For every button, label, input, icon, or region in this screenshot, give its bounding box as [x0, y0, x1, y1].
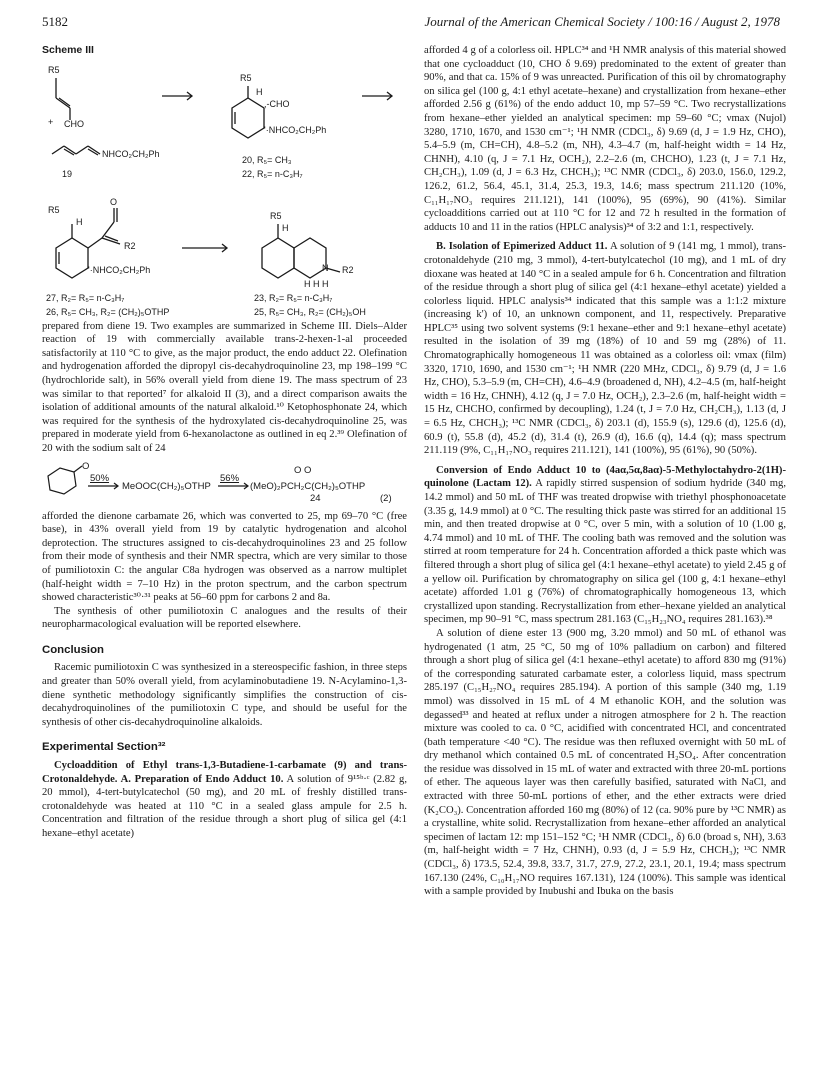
experimental-text-b: A solution of 9 (141 mg, 1 mmol), trans-crotonaldehyde (210 mg, 3 mmol), 4-tert-butylcatechol (10 mg), and 1 mL of dry dioxane was heated at 140 °C in a sealed ampule for 6 h. Concentration and filtration of the residue through a short plug of silica gel (4:1 hexane–ethyl acetate) yielded a colorless liquid. HPLC analysis³⁴ indicated that this sample was a 1:1:2 mixture (increasing k') of 10, an unknown component, and 11, respectively. Preparative HPLC³⁵ using two solvent systems (9:1 hexane–ether and 9:1 hexane–ethyl acetate) resulted in the isolation of 39 mg (18%) of 10 and 59 mg (28%) of 11. Chromatographically homogeneous 11 was obtained as a colorless oil: νmax (film) 3320, 1710, 1690, and 1530 cm⁻¹; ¹H NMR (220 MHz, CDCl₃, δ) 9.79 (d, J = 1.6 Hz, CHO), 5.3–5.9 (m, CH=CH), 4.6–4.9 (broadened d, NH), 4.2–4.5 (m, half-height width = 16 Hz, CHNH), 4.12 (q, J = 7.0 Hz, OCH₂), 2.3–2.6 (m, half-height width = 15 Hz, CHCHO, confirmed by decoupling), 1.24 (t, J = 7.0 Hz, CH₂CH₃), 1.13 (d, J = 6.5 Hz, CHCH₃); ¹³C NMR (CDCl₃, δ) 203.1 (d), 155.9 (s), 129.6 (d), 125.6 (d), 60.9 (t), 55.8 (d), 45.2 (d), 31.4 (t), 26.9 (d), 16.6 (q), 14.4 (q); mass spectrum 211.119 (9%, C₁₁H₁₇NO₃ requires 211.121), 141 (100%), 95 (61%), 90 (50%).	[424, 241, 786, 457]
experimental-paragraph-a	[42, 759, 407, 841]
h-label-b: H	[256, 86, 263, 97]
r5-label-d: R5	[270, 210, 282, 221]
compound-label-20: 20, R₅= CH₃	[242, 154, 292, 165]
body-paragraph-2: afforded the dienone carbamate 26, which was converted to 25, mp 69–70 °C (free base), in 43% overall yield from 19 by catalytic hydrogenation and alcohol deprotection. The structures assigned to cis-decahydroquinolines 23 and 25 follow from their mode of synthesis and their NMR spectra, which are very similar to those of pumiliotoxin C: the angular C8a hydrogen was observed as a narrow multiplet (half-height width = 7–10 Hz) in the proton spectrum, and the carbon spectrum showed characteristic³⁰·³¹ peaks at 56–60 ppm for carbons 2 and 8a.	[42, 510, 407, 604]
cho-label-a: CHO	[64, 118, 84, 129]
eq-intermediate: MeOOC(CH₂)₅OTHP	[122, 480, 211, 492]
carbamate-label-b: '·NHCO₂CH₂Ph	[264, 124, 327, 135]
scheme-iii-figure	[42, 58, 407, 320]
eq-carbonyl-oxygens: O O	[294, 464, 312, 476]
runin-heading-a: Cycloaddition of Ethyl trans-1,3-Butadiene-1-carbamate (9) and trans-Crotonaldehyde. A. Preparation of Endo Adduct 10.	[42, 760, 407, 785]
experimental-paragraph-c	[424, 464, 786, 627]
compound-label-23: 23, R₂= R₅= n-C₃H₇	[254, 292, 333, 303]
experimental-text-c: A rapidly stirred suspension of sodium hydride (340 mg, 14.2 mmol) and 50 mL of THF was treated dropwise with triethyl phosphonoacetate (3.35 g, 14.9 mmol) at 0 °C. The resulting thick paste was stirred for an additional 15 min, and then treated dropwise at 0 °C, over 5 min, with a solution of 10 (1.00 g, 4.74 mmol) and 10 mL of THF. The cooling bath was removed and the solution was stirred at room temperature for 24 h. Concentration afforded a thick paste which was filtered through a short plug of silica gel (4:1 hexane–ethyl acetate) to yield 2.45 g of a yellow oil. Purification by chromatography on silica gel (100 g, 4:1 hexane–ethyl acetate) afforded 1.01 g (76%) of chromatographically homogeneous 13, which crystallized upon standing. Recrystallization from ether–hexane yielded an analytical specimen, mp 90–91 °C, mass spectrum 281.163 (C₁₅H₂₃NO₄ requires 281.163).³⁸	[424, 478, 786, 626]
experimental-text-a: A solution of 9¹⁵ᵇ·ᶜ (2.82 g, 20 mmol), 4-tert-butylcatechol (50 mg), and 20 mL of freshly distilled trans-crotonaldehyde was heated at 110 °C in a sealed glass ampule for 2.5 h. Concentration and filtration of the residue through a short plug of silica gel (4:1 hexane–ethyl acetate)	[42, 773, 407, 839]
eq-tag: (2)	[380, 492, 392, 504]
compound-label-26: 26, R₅= CH₃, R₂= (CH₂)₅OTHP	[46, 306, 170, 317]
compound-label-25: 25, R₅= CH₃, R₂= (CH₂)₅OH	[254, 306, 366, 317]
r5-label-b: R5	[240, 72, 252, 83]
body-paragraph-1: prepared from diene 19. Two examples are summarized in Scheme III. Diels–Alder reaction of 19 with commercially available trans-2-hexen-1-al proceeded satisfactorily at 110 °C to give, as the major product, the endo adduct 22. Olefination and hydrogenation afforded the dipropyl cis-decahydroquinoline 23, mp 198–199 °C (hydrochloride salt), in 56% overall yield from diene 19. The mass spectrum of 23 was similar to that reported⁷ for alkaloid II (3), and a direct comparison awaits the isolation of additional amounts of the natural alkaloid.¹⁰ Ketophosphonate 24, which was required for the synthesis of the hydroxylated cis-decahydroquinoline 25, was prepared in moderate yield from 6-hexanolactone as outlined in eq 2.³⁹ Olefination of 20 with the sodium salt of 24	[42, 320, 407, 454]
right-column	[424, 44, 786, 899]
experimental-paragraph-d: A solution of diene ester 13 (900 mg, 3.20 mmol) and 50 mL of ethanol was hydrogenated (1 atm, 25 °C, 50 mg of 10% palladium on carbon) and filtered through a short plug of silica gel (4:1 hexane–ethyl acetate) to afford 830 mg (91%) of the corresponding saturated carbamate ester, a colorless liquid, mass spectrum 285.197 (C₁₅H₂₇NO₄ requires 285.194). A portion of this sample (340 mg, 1.19 mmol) was dissolved in 15 mL of 4 M ethanolic KOH, and the solution was degassed³³ and heated at reflux under a nitrogen atmosphere for 2 h. The reaction mixture was cooled to ca. 0 °C, acidified with concentrated HCl, and concentrated (bath temperature <40 °C). The residue was then refluxed overnight with 50 mL of dry methanol which contained 0.5 mL of concentrated H₂SO₄. After concentration the residue was dissolved in 15 mL of water and extracted with three 20-mL portions of ether. The aqueous layer was then carefully basified, saturated with NaCl, and extracted with three 50-mL portions of ether, and the ether extracts were dried (K₂CO₃). Concentration afforded 160 mg (80%) of 12 (ca. 90% pure by ¹³C NMR) as a crystalline, white solid. Recrystallization from hexane–ether afforded an analytical specimen of lactam 12: mp 151–152 °C; ¹H NMR (CDCl₃, δ) 6.0 (broad s, NH), 3.63 (m, half-height width = 7 Hz, CHNH), 0.93 (d, J = 5.9 Hz, CHCH₃); ¹³C NMR (CDCl₃, δ) 173.5, 52.4, 39.8, 33.7, 31.7, 27.9, 27.2, 23.1, 20.1, 19.4; mass spectrum 167.130 (24%, C₁₀H₁₇NO requires 167.131), 124 (100%). This sample was identical with a sample provided by Inubushi and Ibuka on the basis	[424, 627, 786, 898]
carbamate-label-c: '·NHCO₂CH₂Ph	[88, 264, 151, 275]
compound-label-27: 27, R₂= R₅= n-C₃H₇	[46, 292, 125, 303]
o-label-c: O	[110, 196, 118, 207]
eq-product: (MeO)₂PCH₂C(CH₂)₅OTHP	[250, 480, 366, 492]
left-column	[42, 44, 407, 841]
runin-heading-b: B. Isolation of Epimerized Adduct 11.	[436, 241, 608, 253]
r2-label-c: R2	[124, 240, 136, 251]
equation-2	[42, 462, 407, 502]
body-paragraph-3: The synthesis of other pumiliotoxin C analogues and the results of their neuropharmacological evaluation will be reported elsewhere.	[42, 605, 407, 631]
carbamate-label-19: NHCO₂CH₂Ph	[102, 148, 160, 159]
r5-label-c: R5	[48, 204, 60, 215]
eq-o-lactone: O	[82, 460, 90, 472]
h-label-d: H	[282, 222, 289, 233]
compound-number-19: 19	[62, 168, 73, 179]
runin-heading-c: Conversion of Endo Adduct 10 to (4aα,5α,8aα)-5-Methyloctahydro-2(1H)-quinolone (Lactam 12).	[424, 464, 786, 490]
compound-label-22: 22, R₅= n-C₃H₇	[242, 168, 303, 179]
experimental-paragraph-a-cont: afforded 4 g of a colorless oil. HPLC³⁴ and ¹H NMR analysis of this material showed that one cycloadduct (10, CHO δ 9.69) predominated to the extent of greater than 90%, and that ca. 15% of 9 was unreacted. Purification of this oil by chromatography on silica gel (100 g, 4:1 ethyl acetate–hexane) and crystallization from hexane–ether afforded 2.56 g (61%) of the endo adduct 10, mp 57–59 °C. Two recrystallizations from hexane–ether yielded an analytical specimen: mp 59–60 °C; νmax (Nujol) 3280, 1710, 1670, and 1530 cm⁻¹; ¹H NMR (CDCl₃, δ) 9.69 (d, J = 1.9 Hz, CHO), 5.4–5.9 (m, CH=CH), 4.8–5.2 (m, NH), 4.3–4.7 (m, half-height width = 14 Hz, CHNH), 4.10 (q, J = 7.1 Hz, OCH₂), 2.2–2.6 (m, CHCHO), 1.23 (t, J = 7.1 Hz, CH₂CH₃), 1.09 (d, J = 6.3 Hz, CHCH₃); ¹³C NMR (CDCl₃, δ) 203.0, 156.0, 129.2, 126.2, 61.2, 56.4, 45.1, 31.4, 25.3, 19.3, 14.6; mass spectrum 211.120 (10%, C₁₁H₁₇NO₃ requires 211.121), 141 (100%), 95 (69%), 90 (41%). Similar cycloadditions carried out at 110 °C for 12 and 72 h resulted in the formation of adducts 10 and 11 in the ratios (HPLC analysis)³⁴ of 3:2 and 1:1, respectively.	[424, 45, 786, 233]
eq-compound-number: 24	[310, 492, 321, 504]
hhh-label-d: H H H	[304, 278, 329, 289]
journal-citation: Journal of the American Chemical Society / 100:16 / August 2, 1978	[424, 14, 780, 29]
page-number: 5182	[42, 14, 68, 29]
heading-experimental: Experimental Section³²	[42, 741, 166, 754]
experimental-paragraph-b	[424, 240, 786, 458]
plus-sign: +	[48, 116, 54, 127]
h-label-c: H	[76, 216, 83, 227]
eq-yield-1: 50%	[90, 472, 110, 484]
page-header	[42, 14, 780, 36]
heading-conclusion: Conclusion	[42, 643, 105, 656]
scheme-drawing	[42, 58, 407, 320]
r5-label-a: R5	[48, 64, 60, 75]
eq-yield-2: 56%	[220, 472, 240, 484]
scheme-title: Scheme III	[42, 44, 94, 56]
conclusion-paragraph: Racemic pumiliotoxin C was synthesized in a stereospecific fashion, in three steps and greater than 50% overall yield, from acylaminobutadiene 19. N-Acylamino-1,3-diene synthetic methodology significantly simplifies the construction of cis-decahydroquinolines of the pumiliotoxin C type, and should be useful for the synthesis of other cis-decahydroquinoline alkaloids.	[42, 662, 407, 728]
n-label-d: N	[322, 262, 329, 273]
cho-label-b: ,-CHO	[264, 98, 290, 109]
r2-label-d: R2	[342, 264, 354, 275]
